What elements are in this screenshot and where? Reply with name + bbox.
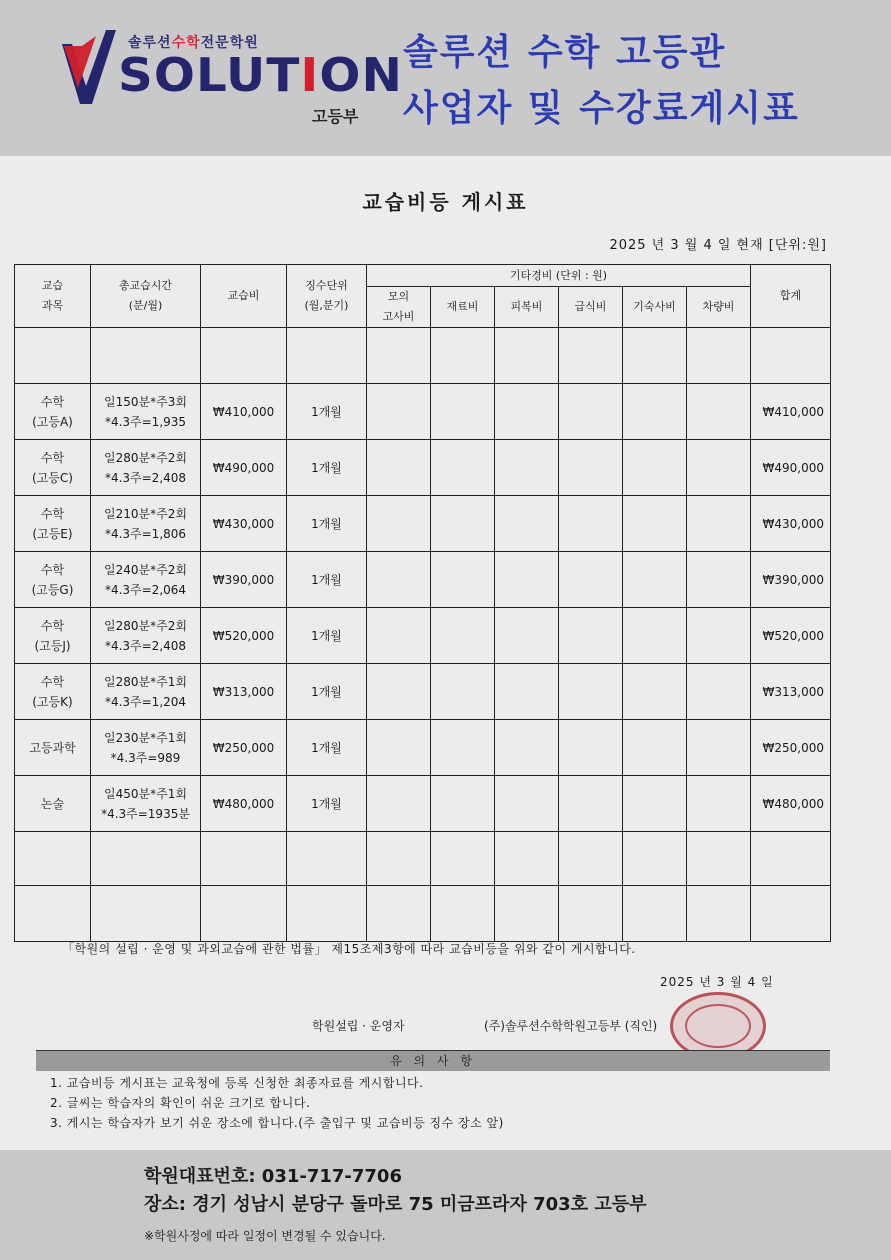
table-row <box>15 776 831 832</box>
empty-cost-cell <box>431 384 495 440</box>
empty-cost-cell <box>367 776 431 832</box>
empty-cost-cell <box>559 720 623 776</box>
row-total-time: 일210분*주2회 *4.3주=1,806 <box>104 506 187 541</box>
logo-wordmark: SOLUTION <box>118 48 403 102</box>
empty-cost-cell <box>687 608 751 664</box>
row-total-time: 일240분*주2회 *4.3주=2,064 <box>104 562 187 597</box>
table-row <box>15 496 831 552</box>
row-tuition: ₩250,000 <box>212 740 275 755</box>
header-material: 재료비 <box>431 287 495 328</box>
empty-cost-cell <box>431 552 495 608</box>
row-tuition: ₩313,000 <box>212 684 275 699</box>
row-subject: 수학 (고등E) <box>32 506 73 541</box>
page-subtitle: 사업자 및 수강료게시표 <box>403 88 800 129</box>
empty-cost-cell <box>559 384 623 440</box>
row-total: ₩430,000 <box>762 516 824 531</box>
empty-cost-cell <box>367 664 431 720</box>
empty-cost-cell <box>623 776 687 832</box>
footer <box>0 1150 891 1260</box>
empty-cost-cell <box>367 608 431 664</box>
table-row <box>15 440 831 496</box>
row-subject: 수학 (고등K) <box>32 674 73 709</box>
row-unit: 1개월 <box>311 404 342 419</box>
page-title: 솔루션 수학 고등관 <box>403 32 727 73</box>
empty-cost-cell <box>687 720 751 776</box>
table-row <box>15 552 831 608</box>
header-sum: 합계 <box>751 265 831 328</box>
empty-cost-cell <box>431 664 495 720</box>
row-unit: 1개월 <box>311 572 342 587</box>
fee-document <box>0 156 891 1150</box>
notice-title: 유 의 사 항 <box>36 1050 830 1071</box>
notice-item: 3. 게시는 학습자가 보기 쉬운 장소에 합니다.(주 출입구 및 교습비등 징수 장소 앞) <box>50 1116 504 1130</box>
row-total-time: 일280분*주2회 *4.3주=2,408 <box>104 450 187 485</box>
empty-cost-cell <box>495 776 559 832</box>
empty-cost-cell <box>687 776 751 832</box>
row-unit: 1개월 <box>311 628 342 643</box>
row-total: ₩480,000 <box>762 796 824 811</box>
empty-cost-cell <box>495 720 559 776</box>
empty-cost-cell <box>559 776 623 832</box>
empty-cost-cell <box>431 440 495 496</box>
signer-label: 학원설립 · 운영자 <box>312 1019 405 1033</box>
row-total-time: 일280분*주2회 *4.3주=2,408 <box>104 618 187 653</box>
header-banner <box>0 0 891 156</box>
empty-cost-cell <box>559 440 623 496</box>
fee-table <box>14 264 831 942</box>
row-subject: 수학 (고등C) <box>32 450 73 485</box>
table-row <box>15 720 831 776</box>
document-date: 2025 년 3 월 4 일 현재 [단위:원] <box>609 238 827 253</box>
row-subject: 논술 <box>40 796 65 811</box>
logo-mark-icon <box>62 30 116 104</box>
contact-address: 장소: 경기 성남시 분당구 돌마로 75 미금프라자 703호 고등부 <box>144 1194 647 1215</box>
empty-cost-cell <box>559 608 623 664</box>
document-title: 교습비등 게시표 <box>362 190 529 214</box>
row-tuition: ₩390,000 <box>212 572 275 587</box>
empty-cost-cell <box>623 664 687 720</box>
header-total-time: 총교습시간 (분/월) <box>91 265 201 328</box>
row-unit: 1개월 <box>311 796 342 811</box>
header-exam: 모의 고사비 <box>367 287 431 328</box>
empty-cost-cell <box>495 552 559 608</box>
row-subject: 수학 (고등A) <box>32 394 73 429</box>
row-total-time: 일230분*주1회 *4.3주=989 <box>104 730 187 765</box>
empty-cost-cell <box>623 552 687 608</box>
empty-cost-cell <box>623 440 687 496</box>
schedule-note: ※학원사정에 따라 일정이 변경될 수 있습니다. <box>144 1229 386 1243</box>
notice-item: 1. 교습비등 게시표는 교육청에 등록 신청한 최종자료를 게시합니다. <box>50 1076 424 1090</box>
row-unit: 1개월 <box>311 684 342 699</box>
empty-cost-cell <box>495 496 559 552</box>
logo-tagline: 솔루션수학전문학원 <box>128 35 259 51</box>
header-unit: 징수단위 (월,분기) <box>287 265 367 328</box>
header-uniform: 피복비 <box>495 287 559 328</box>
law-statement: 「학원의 설립 · 운영 및 과외교습에 관한 법률」 제15조제3항에 따라 교습비등을 위와 같이 게시합니다. <box>62 942 636 956</box>
row-tuition: ₩430,000 <box>212 516 275 531</box>
empty-cost-cell <box>495 384 559 440</box>
empty-cost-cell <box>559 496 623 552</box>
empty-cost-cell <box>687 552 751 608</box>
empty-cost-cell <box>687 440 751 496</box>
row-subject: 수학 (고등J) <box>34 618 71 653</box>
row-tuition: ₩520,000 <box>212 628 275 643</box>
empty-cost-cell <box>367 496 431 552</box>
row-total-time: 일150분*주3회 *4.3주=1,935 <box>104 394 187 429</box>
empty-cost-cell <box>559 552 623 608</box>
row-tuition: ₩480,000 <box>212 796 275 811</box>
row-total: ₩390,000 <box>762 572 824 587</box>
header-vehicle: 차량비 <box>687 287 751 328</box>
row-unit: 1개월 <box>311 740 342 755</box>
empty-cost-cell <box>367 384 431 440</box>
empty-cost-cell <box>495 664 559 720</box>
empty-cost-cell <box>623 496 687 552</box>
header-dorm: 기숙사비 <box>623 287 687 328</box>
row-total: ₩250,000 <box>762 740 824 755</box>
empty-cost-cell <box>495 608 559 664</box>
row-total: ₩410,000 <box>762 404 824 419</box>
header-meal: 급식비 <box>559 287 623 328</box>
row-unit: 1개월 <box>311 460 342 475</box>
row-total: ₩313,000 <box>762 684 824 699</box>
sign-date: 2025 년 3 월 4 일 <box>660 975 774 989</box>
logo-subtitle: 고등부 <box>312 107 359 126</box>
empty-cost-cell <box>623 608 687 664</box>
row-total-time: 일450분*주1회 *4.3주=1935분 <box>101 786 190 821</box>
row-tuition: ₩490,000 <box>212 460 275 475</box>
empty-cost-cell <box>687 664 751 720</box>
empty-cost-cell <box>495 440 559 496</box>
notice-item: 2. 글씨는 학습자의 확인이 쉬운 크기로 합니다. <box>50 1096 311 1110</box>
row-unit: 1개월 <box>311 516 342 531</box>
row-total: ₩490,000 <box>762 460 824 475</box>
empty-cost-cell <box>367 720 431 776</box>
empty-cost-cell <box>431 496 495 552</box>
row-total: ₩520,000 <box>762 628 824 643</box>
row-tuition: ₩410,000 <box>212 404 275 419</box>
empty-cost-cell <box>367 440 431 496</box>
row-subject: 수학 (고등G) <box>31 562 74 597</box>
table-row <box>15 608 831 664</box>
table-row-empty <box>15 886 831 942</box>
empty-cost-cell <box>687 384 751 440</box>
header-subject: 교습 과목 <box>15 265 91 328</box>
table-row-empty <box>15 328 831 384</box>
empty-cost-cell <box>559 664 623 720</box>
empty-cost-cell <box>623 384 687 440</box>
empty-cost-cell <box>431 720 495 776</box>
row-total-time: 일280분*주1회 *4.3주=1,204 <box>104 674 187 709</box>
empty-cost-cell <box>367 552 431 608</box>
contact-phone: 학원대표번호: 031-717-7706 <box>144 1166 402 1187</box>
table-row <box>15 384 831 440</box>
row-subject: 고등과학 <box>29 740 76 755</box>
signer-name: (주)솔루션수학학원고등부 (직인) <box>484 1019 658 1033</box>
table-row <box>15 664 831 720</box>
header-tuition: 교습비 <box>201 265 287 328</box>
empty-cost-cell <box>623 720 687 776</box>
table-row-empty <box>15 832 831 886</box>
header-other-costs: 기타경비 (단위 : 원) <box>367 265 751 287</box>
empty-cost-cell <box>687 496 751 552</box>
empty-cost-cell <box>431 776 495 832</box>
empty-cost-cell <box>431 608 495 664</box>
